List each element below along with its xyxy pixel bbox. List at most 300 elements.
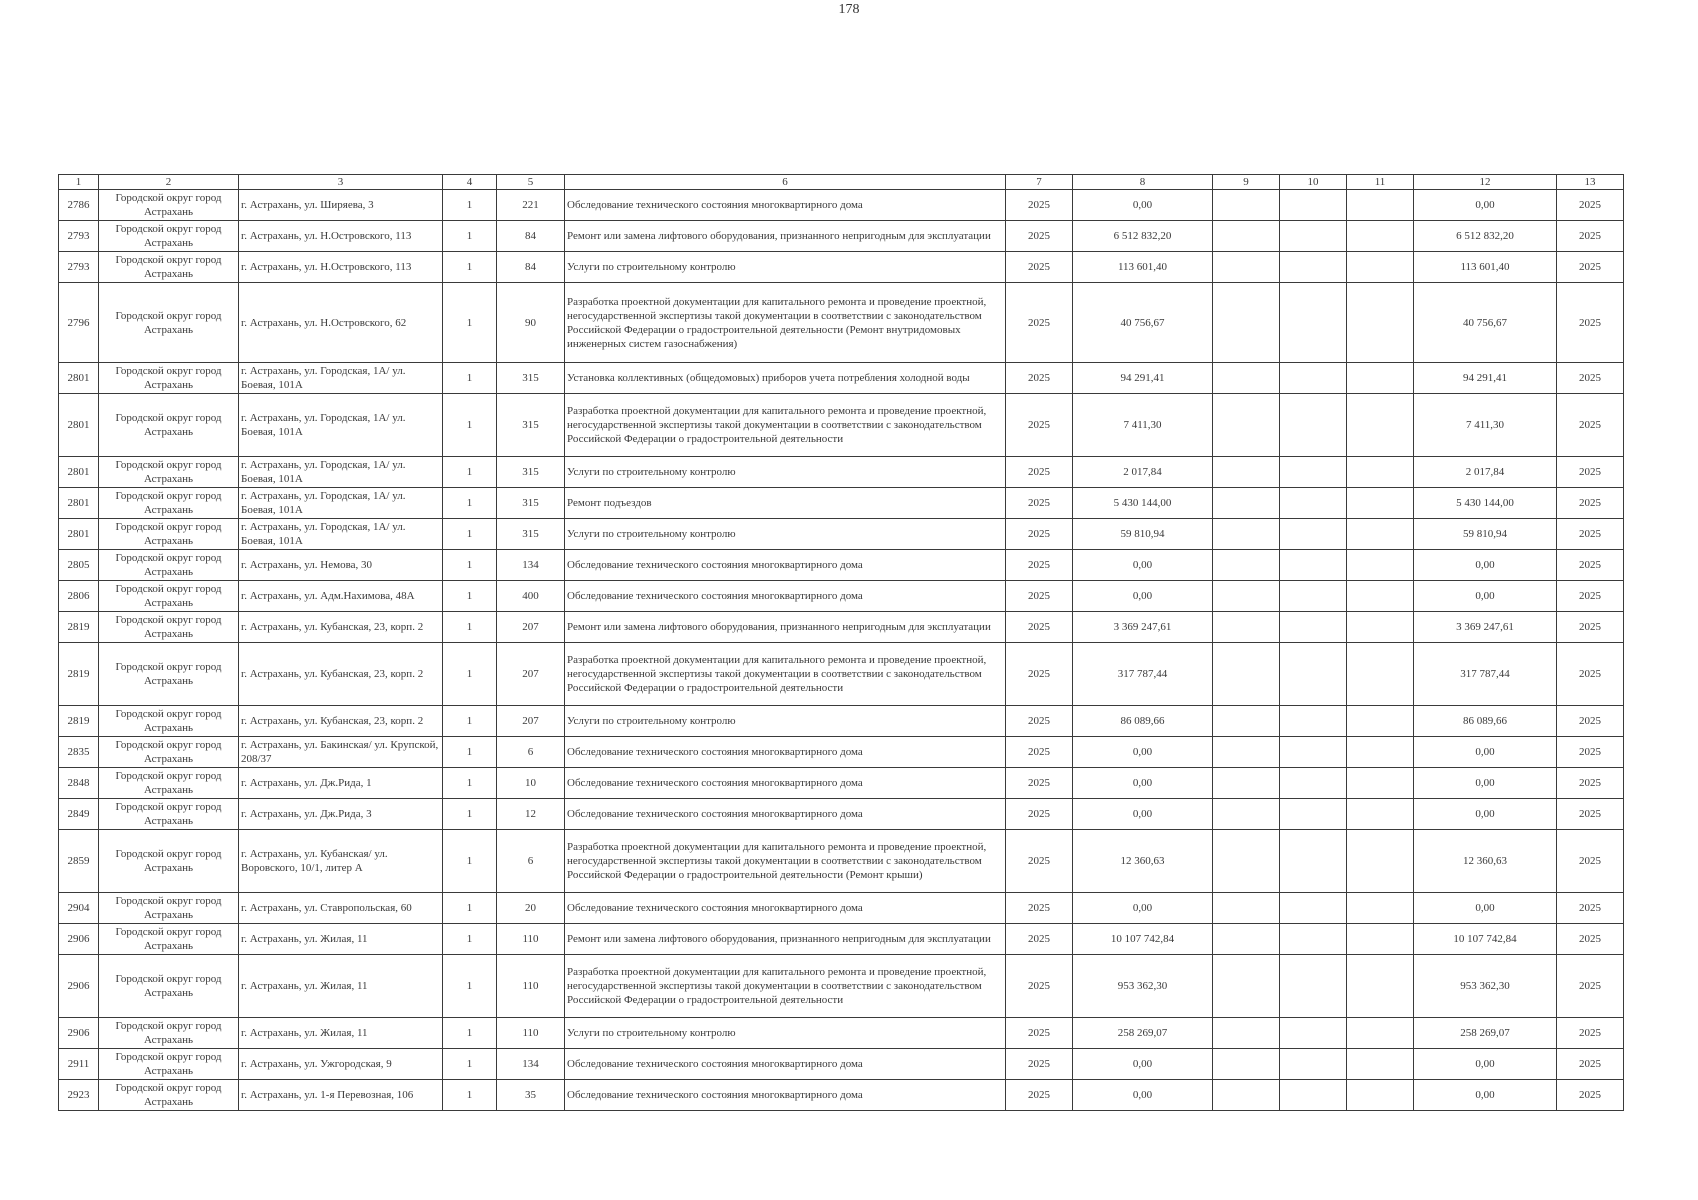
- column-12-cell: 40 756,67: [1414, 283, 1557, 363]
- year-cell: 2025: [1006, 457, 1073, 488]
- column-9-cell: [1213, 799, 1280, 830]
- column-13-cell: 2025: [1557, 924, 1624, 955]
- column-10-cell: [1280, 643, 1347, 706]
- year-cell: 2025: [1006, 768, 1073, 799]
- column-4-cell: 1: [443, 768, 497, 799]
- cost-cell: 0,00: [1073, 581, 1213, 612]
- cost-cell: 2 017,84: [1073, 457, 1213, 488]
- column-11-cell: [1347, 363, 1414, 394]
- column-12-cell: 0,00: [1414, 1080, 1557, 1111]
- column-9-cell: [1213, 519, 1280, 550]
- year-cell: 2025: [1006, 643, 1073, 706]
- work-type-cell: Разработка проектной документации для капитального ремонта и проведение проектной, негосударственной экспертизы такой документации в соответствии с законодательством Российской Федерации о градостроительной деятельности (Ремонт внутридомовых инженерных систем газоснабжения): [565, 283, 1006, 363]
- row-number-cell: 2835: [59, 737, 99, 768]
- row-number-cell: 2801: [59, 519, 99, 550]
- year-cell: 2025: [1006, 612, 1073, 643]
- cost-cell: 5 430 144,00: [1073, 488, 1213, 519]
- column-header: 6: [565, 175, 1006, 190]
- column-12-cell: 0,00: [1414, 893, 1557, 924]
- column-10-cell: [1280, 612, 1347, 643]
- column-4-cell: 1: [443, 1018, 497, 1049]
- column-13-cell: 2025: [1557, 1049, 1624, 1080]
- column-header: 7: [1006, 175, 1073, 190]
- column-9-cell: [1213, 1080, 1280, 1111]
- column-4-cell: 1: [443, 581, 497, 612]
- column-12-cell: 0,00: [1414, 737, 1557, 768]
- work-type-cell: Ремонт или замена лифтового оборудования, признанного непригодным для эксплуатации: [565, 924, 1006, 955]
- address-cell: г. Астрахань, ул. Городская, 1А/ ул. Боевая, 101А: [239, 363, 443, 394]
- column-5-cell: 221: [497, 190, 565, 221]
- column-4-cell: 1: [443, 519, 497, 550]
- address-cell: г. Астрахань, ул. Кубанская, 23, корп. 2: [239, 612, 443, 643]
- column-5-cell: 110: [497, 924, 565, 955]
- table-row: [59, 394, 1624, 457]
- municipality-cell: Городской округ город Астрахань: [99, 924, 239, 955]
- year-cell: 2025: [1006, 955, 1073, 1018]
- municipality-cell: Городской округ город Астрахань: [99, 955, 239, 1018]
- column-10-cell: [1280, 488, 1347, 519]
- column-5-cell: 10: [497, 768, 565, 799]
- column-11-cell: [1347, 394, 1414, 457]
- municipality-cell: Городской округ город Астрахань: [99, 488, 239, 519]
- column-4-cell: 1: [443, 283, 497, 363]
- column-5-cell: 315: [497, 457, 565, 488]
- work-type-cell: Разработка проектной документации для капитального ремонта и проведение проектной, негосударственной экспертизы такой документации в соответствии с законодательством Российской Федерации о градостроительной деятельности: [565, 643, 1006, 706]
- row-number-cell: 2793: [59, 221, 99, 252]
- column-5-cell: 110: [497, 955, 565, 1018]
- table-row: [59, 1049, 1624, 1080]
- column-5-cell: 134: [497, 550, 565, 581]
- address-cell: г. Астрахань, ул. Жилая, 11: [239, 955, 443, 1018]
- column-11-cell: [1347, 1018, 1414, 1049]
- table-row: [59, 283, 1624, 363]
- municipality-cell: Городской округ город Астрахань: [99, 283, 239, 363]
- column-12-cell: 86 089,66: [1414, 706, 1557, 737]
- column-4-cell: 1: [443, 1080, 497, 1111]
- column-12-cell: 0,00: [1414, 550, 1557, 581]
- column-4-cell: 1: [443, 799, 497, 830]
- column-13-cell: 2025: [1557, 955, 1624, 1018]
- cost-cell: 317 787,44: [1073, 643, 1213, 706]
- cost-cell: 0,00: [1073, 1080, 1213, 1111]
- row-number-cell: 2923: [59, 1080, 99, 1111]
- column-11-cell: [1347, 643, 1414, 706]
- column-5-cell: 6: [497, 737, 565, 768]
- year-cell: 2025: [1006, 706, 1073, 737]
- table-row: [59, 519, 1624, 550]
- address-cell: г. Астрахань, ул. Немова, 30: [239, 550, 443, 581]
- column-11-cell: [1347, 1080, 1414, 1111]
- column-13-cell: 2025: [1557, 363, 1624, 394]
- column-13-cell: 2025: [1557, 550, 1624, 581]
- column-13-cell: 2025: [1557, 457, 1624, 488]
- row-number-cell: 2906: [59, 1018, 99, 1049]
- column-10-cell: [1280, 799, 1347, 830]
- cost-cell: 0,00: [1073, 1049, 1213, 1080]
- work-type-cell: Ремонт подъездов: [565, 488, 1006, 519]
- column-13-cell: 2025: [1557, 488, 1624, 519]
- work-type-cell: Обследование технического состояния многоквартирного дома: [565, 550, 1006, 581]
- table-row: [59, 1080, 1624, 1111]
- column-4-cell: 1: [443, 893, 497, 924]
- year-cell: 2025: [1006, 830, 1073, 893]
- work-type-cell: Разработка проектной документации для капитального ремонта и проведение проектной, негосударственной экспертизы такой документации в соответствии с законодательством Российской Федерации о градостроительной деятельности (Ремонт крыши): [565, 830, 1006, 893]
- column-9-cell: [1213, 955, 1280, 1018]
- address-cell: г. Астрахань, ул. Адм.Нахимова, 48А: [239, 581, 443, 612]
- cost-cell: 10 107 742,84: [1073, 924, 1213, 955]
- column-11-cell: [1347, 955, 1414, 1018]
- column-11-cell: [1347, 221, 1414, 252]
- year-cell: 2025: [1006, 1080, 1073, 1111]
- page-number: 178: [838, 2, 860, 17]
- column-9-cell: [1213, 221, 1280, 252]
- row-number-cell: 2819: [59, 643, 99, 706]
- column-4-cell: 1: [443, 488, 497, 519]
- column-9-cell: [1213, 612, 1280, 643]
- municipality-cell: Городской округ город Астрахань: [99, 1049, 239, 1080]
- column-9-cell: [1213, 768, 1280, 799]
- column-5-cell: 400: [497, 581, 565, 612]
- work-type-cell: Обследование технического состояния многоквартирного дома: [565, 1049, 1006, 1080]
- column-13-cell: 2025: [1557, 706, 1624, 737]
- municipality-cell: Городской округ город Астрахань: [99, 706, 239, 737]
- column-9-cell: [1213, 252, 1280, 283]
- column-11-cell: [1347, 550, 1414, 581]
- table-row: [59, 581, 1624, 612]
- row-number-cell: 2786: [59, 190, 99, 221]
- address-cell: г. Астрахань, ул. Городская, 1А/ ул. Боевая, 101А: [239, 519, 443, 550]
- table-row: [59, 706, 1624, 737]
- address-cell: г. Астрахань, ул. Дж.Рида, 1: [239, 768, 443, 799]
- row-number-cell: 2906: [59, 955, 99, 1018]
- column-4-cell: 1: [443, 955, 497, 1018]
- row-number-cell: 2904: [59, 893, 99, 924]
- address-cell: г. Астрахань, ул. Кубанская/ ул. Воровского, 10/1, литер А: [239, 830, 443, 893]
- column-10-cell: [1280, 737, 1347, 768]
- column-header: 3: [239, 175, 443, 190]
- address-cell: г. Астрахань, ул. Н.Островского, 113: [239, 252, 443, 283]
- work-type-cell: Услуги по строительному контролю: [565, 1018, 1006, 1049]
- work-type-cell: Разработка проектной документации для капитального ремонта и проведение проектной, негосударственной экспертизы такой документации в соответствии с законодательством Российской Федерации о градостроительной деятельности: [565, 394, 1006, 457]
- column-10-cell: [1280, 283, 1347, 363]
- work-type-cell: Обследование технического состояния многоквартирного дома: [565, 581, 1006, 612]
- year-cell: 2025: [1006, 394, 1073, 457]
- column-12-cell: 12 360,63: [1414, 830, 1557, 893]
- table-row: [59, 1018, 1624, 1049]
- column-12-cell: 3 369 247,61: [1414, 612, 1557, 643]
- column-9-cell: [1213, 737, 1280, 768]
- column-4-cell: 1: [443, 363, 497, 394]
- year-cell: 2025: [1006, 190, 1073, 221]
- table-row: [59, 893, 1624, 924]
- cost-cell: 7 411,30: [1073, 394, 1213, 457]
- address-cell: г. Астрахань, ул. Городская, 1А/ ул. Боевая, 101А: [239, 394, 443, 457]
- municipality-cell: Городской округ город Астрахань: [99, 394, 239, 457]
- municipality-cell: Городской округ город Астрахань: [99, 893, 239, 924]
- column-9-cell: [1213, 1018, 1280, 1049]
- column-5-cell: 12: [497, 799, 565, 830]
- cost-cell: 0,00: [1073, 190, 1213, 221]
- column-11-cell: [1347, 799, 1414, 830]
- column-10-cell: [1280, 955, 1347, 1018]
- column-4-cell: 1: [443, 457, 497, 488]
- address-cell: г. Астрахань, ул. Кубанская, 23, корп. 2: [239, 706, 443, 737]
- column-9-cell: [1213, 190, 1280, 221]
- address-cell: г. Астрахань, ул. Ставропольская, 60: [239, 893, 443, 924]
- table-row: [59, 924, 1624, 955]
- column-11-cell: [1347, 924, 1414, 955]
- table-row: [59, 363, 1624, 394]
- table-row: [59, 612, 1624, 643]
- column-4-cell: 1: [443, 394, 497, 457]
- column-4-cell: 1: [443, 1049, 497, 1080]
- municipality-cell: Городской округ город Астрахань: [99, 550, 239, 581]
- cost-cell: 0,00: [1073, 550, 1213, 581]
- column-5-cell: 6: [497, 830, 565, 893]
- year-cell: 2025: [1006, 581, 1073, 612]
- column-10-cell: [1280, 830, 1347, 893]
- column-12-cell: 113 601,40: [1414, 252, 1557, 283]
- column-10-cell: [1280, 706, 1347, 737]
- column-11-cell: [1347, 768, 1414, 799]
- work-type-cell: Разработка проектной документации для капитального ремонта и проведение проектной, негосударственной экспертизы такой документации в соответствии с законодательством Российской Федерации о градостроительной деятельности: [565, 955, 1006, 1018]
- column-13-cell: 2025: [1557, 737, 1624, 768]
- table-row: [59, 830, 1624, 893]
- address-cell: г. Астрахань, ул. Н.Островского, 113: [239, 221, 443, 252]
- column-5-cell: 110: [497, 1018, 565, 1049]
- municipality-cell: Городской округ город Астрахань: [99, 799, 239, 830]
- column-header: 8: [1073, 175, 1213, 190]
- municipality-cell: Городской округ город Астрахань: [99, 768, 239, 799]
- column-10-cell: [1280, 519, 1347, 550]
- column-4-cell: 1: [443, 190, 497, 221]
- row-number-cell: 2849: [59, 799, 99, 830]
- column-4-cell: 1: [443, 924, 497, 955]
- cost-cell: 40 756,67: [1073, 283, 1213, 363]
- column-9-cell: [1213, 457, 1280, 488]
- column-10-cell: [1280, 1080, 1347, 1111]
- column-11-cell: [1347, 283, 1414, 363]
- cost-cell: 0,00: [1073, 799, 1213, 830]
- table-row: [59, 488, 1624, 519]
- cost-cell: 12 360,63: [1073, 830, 1213, 893]
- column-10-cell: [1280, 924, 1347, 955]
- column-5-cell: 84: [497, 252, 565, 283]
- municipality-cell: Городской округ город Астрахань: [99, 737, 239, 768]
- column-11-cell: [1347, 457, 1414, 488]
- column-10-cell: [1280, 1049, 1347, 1080]
- column-13-cell: 2025: [1557, 252, 1624, 283]
- column-12-cell: 0,00: [1414, 581, 1557, 612]
- column-10-cell: [1280, 363, 1347, 394]
- column-10-cell: [1280, 581, 1347, 612]
- municipality-cell: Городской округ город Астрахань: [99, 643, 239, 706]
- municipality-cell: Городской округ город Астрахань: [99, 519, 239, 550]
- column-10-cell: [1280, 550, 1347, 581]
- table-row: [59, 457, 1624, 488]
- work-type-cell: Обследование технического состояния многоквартирного дома: [565, 190, 1006, 221]
- column-12-cell: 5 430 144,00: [1414, 488, 1557, 519]
- column-13-cell: 2025: [1557, 283, 1624, 363]
- row-number-cell: 2906: [59, 924, 99, 955]
- work-type-cell: Ремонт или замена лифтового оборудования, признанного непригодным для эксплуатации: [565, 612, 1006, 643]
- row-number-cell: 2819: [59, 612, 99, 643]
- municipality-cell: Городской округ город Астрахань: [99, 363, 239, 394]
- row-number-cell: 2801: [59, 488, 99, 519]
- work-type-cell: Услуги по строительному контролю: [565, 706, 1006, 737]
- municipality-cell: Городской округ город Астрахань: [99, 457, 239, 488]
- column-10-cell: [1280, 252, 1347, 283]
- year-cell: 2025: [1006, 221, 1073, 252]
- address-cell: г. Астрахань, ул. Ширяева, 3: [239, 190, 443, 221]
- table-row: [59, 955, 1624, 1018]
- column-10-cell: [1280, 893, 1347, 924]
- work-type-cell: Обследование технического состояния многоквартирного дома: [565, 737, 1006, 768]
- column-9-cell: [1213, 830, 1280, 893]
- address-cell: г. Астрахань, ул. Жилая, 11: [239, 1018, 443, 1049]
- column-header: 12: [1414, 175, 1557, 190]
- work-type-cell: Обследование технического состояния многоквартирного дома: [565, 768, 1006, 799]
- table-row: [59, 190, 1624, 221]
- column-13-cell: 2025: [1557, 1080, 1624, 1111]
- table-row: [59, 252, 1624, 283]
- column-10-cell: [1280, 190, 1347, 221]
- cost-cell: 3 369 247,61: [1073, 612, 1213, 643]
- year-cell: 2025: [1006, 893, 1073, 924]
- column-11-cell: [1347, 581, 1414, 612]
- cost-cell: 59 810,94: [1073, 519, 1213, 550]
- column-9-cell: [1213, 488, 1280, 519]
- column-5-cell: 20: [497, 893, 565, 924]
- column-9-cell: [1213, 706, 1280, 737]
- column-11-cell: [1347, 488, 1414, 519]
- address-cell: г. Астрахань, ул. Ужгородская, 9: [239, 1049, 443, 1080]
- column-12-cell: 6 512 832,20: [1414, 221, 1557, 252]
- column-13-cell: 2025: [1557, 830, 1624, 893]
- work-type-cell: Ремонт или замена лифтового оборудования, признанного непригодным для эксплуатации: [565, 221, 1006, 252]
- column-12-cell: 94 291,41: [1414, 363, 1557, 394]
- column-11-cell: [1347, 706, 1414, 737]
- column-5-cell: 84: [497, 221, 565, 252]
- column-5-cell: 134: [497, 1049, 565, 1080]
- address-cell: г. Астрахань, ул. Бакинская/ ул. Крупской, 208/37: [239, 737, 443, 768]
- row-number-cell: 2796: [59, 283, 99, 363]
- work-type-cell: Услуги по строительному контролю: [565, 252, 1006, 283]
- column-9-cell: [1213, 893, 1280, 924]
- column-13-cell: 2025: [1557, 893, 1624, 924]
- column-12-cell: 0,00: [1414, 768, 1557, 799]
- row-number-cell: 2801: [59, 394, 99, 457]
- column-4-cell: 1: [443, 252, 497, 283]
- cost-cell: 258 269,07: [1073, 1018, 1213, 1049]
- row-number-cell: 2801: [59, 457, 99, 488]
- table-row: [59, 550, 1624, 581]
- year-cell: 2025: [1006, 488, 1073, 519]
- municipality-cell: Городской округ город Астрахань: [99, 252, 239, 283]
- column-header: 9: [1213, 175, 1280, 190]
- column-5-cell: 207: [497, 706, 565, 737]
- year-cell: 2025: [1006, 363, 1073, 394]
- column-10-cell: [1280, 457, 1347, 488]
- column-11-cell: [1347, 519, 1414, 550]
- column-9-cell: [1213, 550, 1280, 581]
- cost-cell: 0,00: [1073, 768, 1213, 799]
- column-13-cell: 2025: [1557, 581, 1624, 612]
- column-5-cell: 35: [497, 1080, 565, 1111]
- column-5-cell: 315: [497, 488, 565, 519]
- column-13-cell: 2025: [1557, 612, 1624, 643]
- column-5-cell: 207: [497, 643, 565, 706]
- column-header: 4: [443, 175, 497, 190]
- column-11-cell: [1347, 830, 1414, 893]
- column-4-cell: 1: [443, 221, 497, 252]
- work-type-cell: Обследование технического состояния многоквартирного дома: [565, 893, 1006, 924]
- row-number-cell: 2805: [59, 550, 99, 581]
- cost-cell: 113 601,40: [1073, 252, 1213, 283]
- column-11-cell: [1347, 252, 1414, 283]
- year-cell: 2025: [1006, 1049, 1073, 1080]
- column-header: 10: [1280, 175, 1347, 190]
- work-type-cell: Обследование технического состояния многоквартирного дома: [565, 1080, 1006, 1111]
- address-cell: г. Астрахань, ул. 1-я Перевозная, 106: [239, 1080, 443, 1111]
- column-13-cell: 2025: [1557, 1018, 1624, 1049]
- column-12-cell: 10 107 742,84: [1414, 924, 1557, 955]
- table-row: [59, 643, 1624, 706]
- cost-cell: 6 512 832,20: [1073, 221, 1213, 252]
- column-10-cell: [1280, 768, 1347, 799]
- year-cell: 2025: [1006, 252, 1073, 283]
- column-12-cell: 7 411,30: [1414, 394, 1557, 457]
- column-4-cell: 1: [443, 830, 497, 893]
- table-row: [59, 737, 1624, 768]
- column-12-cell: 0,00: [1414, 799, 1557, 830]
- address-cell: г. Астрахань, ул. Кубанская, 23, корп. 2: [239, 643, 443, 706]
- column-13-cell: 2025: [1557, 394, 1624, 457]
- year-cell: 2025: [1006, 519, 1073, 550]
- column-4-cell: 1: [443, 643, 497, 706]
- column-header: 1: [59, 175, 99, 190]
- cost-cell: 86 089,66: [1073, 706, 1213, 737]
- column-9-cell: [1213, 1049, 1280, 1080]
- year-cell: 2025: [1006, 737, 1073, 768]
- cost-cell: 0,00: [1073, 737, 1213, 768]
- row-number-cell: 2848: [59, 768, 99, 799]
- column-13-cell: 2025: [1557, 768, 1624, 799]
- year-cell: 2025: [1006, 550, 1073, 581]
- work-type-cell: Услуги по строительному контролю: [565, 519, 1006, 550]
- municipality-cell: Городской округ город Астрахань: [99, 612, 239, 643]
- column-4-cell: 1: [443, 737, 497, 768]
- year-cell: 2025: [1006, 1018, 1073, 1049]
- column-12-cell: 2 017,84: [1414, 457, 1557, 488]
- row-number-cell: 2793: [59, 252, 99, 283]
- year-cell: 2025: [1006, 924, 1073, 955]
- column-9-cell: [1213, 581, 1280, 612]
- column-11-cell: [1347, 1049, 1414, 1080]
- row-number-cell: 2911: [59, 1049, 99, 1080]
- table-row: [59, 221, 1624, 252]
- column-10-cell: [1280, 221, 1347, 252]
- column-13-cell: 2025: [1557, 221, 1624, 252]
- column-12-cell: 59 810,94: [1414, 519, 1557, 550]
- column-11-cell: [1347, 893, 1414, 924]
- municipality-cell: Городской округ город Астрахань: [99, 581, 239, 612]
- column-13-cell: 2025: [1557, 519, 1624, 550]
- address-cell: г. Астрахань, ул. Городская, 1А/ ул. Боевая, 101А: [239, 457, 443, 488]
- column-11-cell: [1347, 190, 1414, 221]
- column-9-cell: [1213, 643, 1280, 706]
- column-9-cell: [1213, 283, 1280, 363]
